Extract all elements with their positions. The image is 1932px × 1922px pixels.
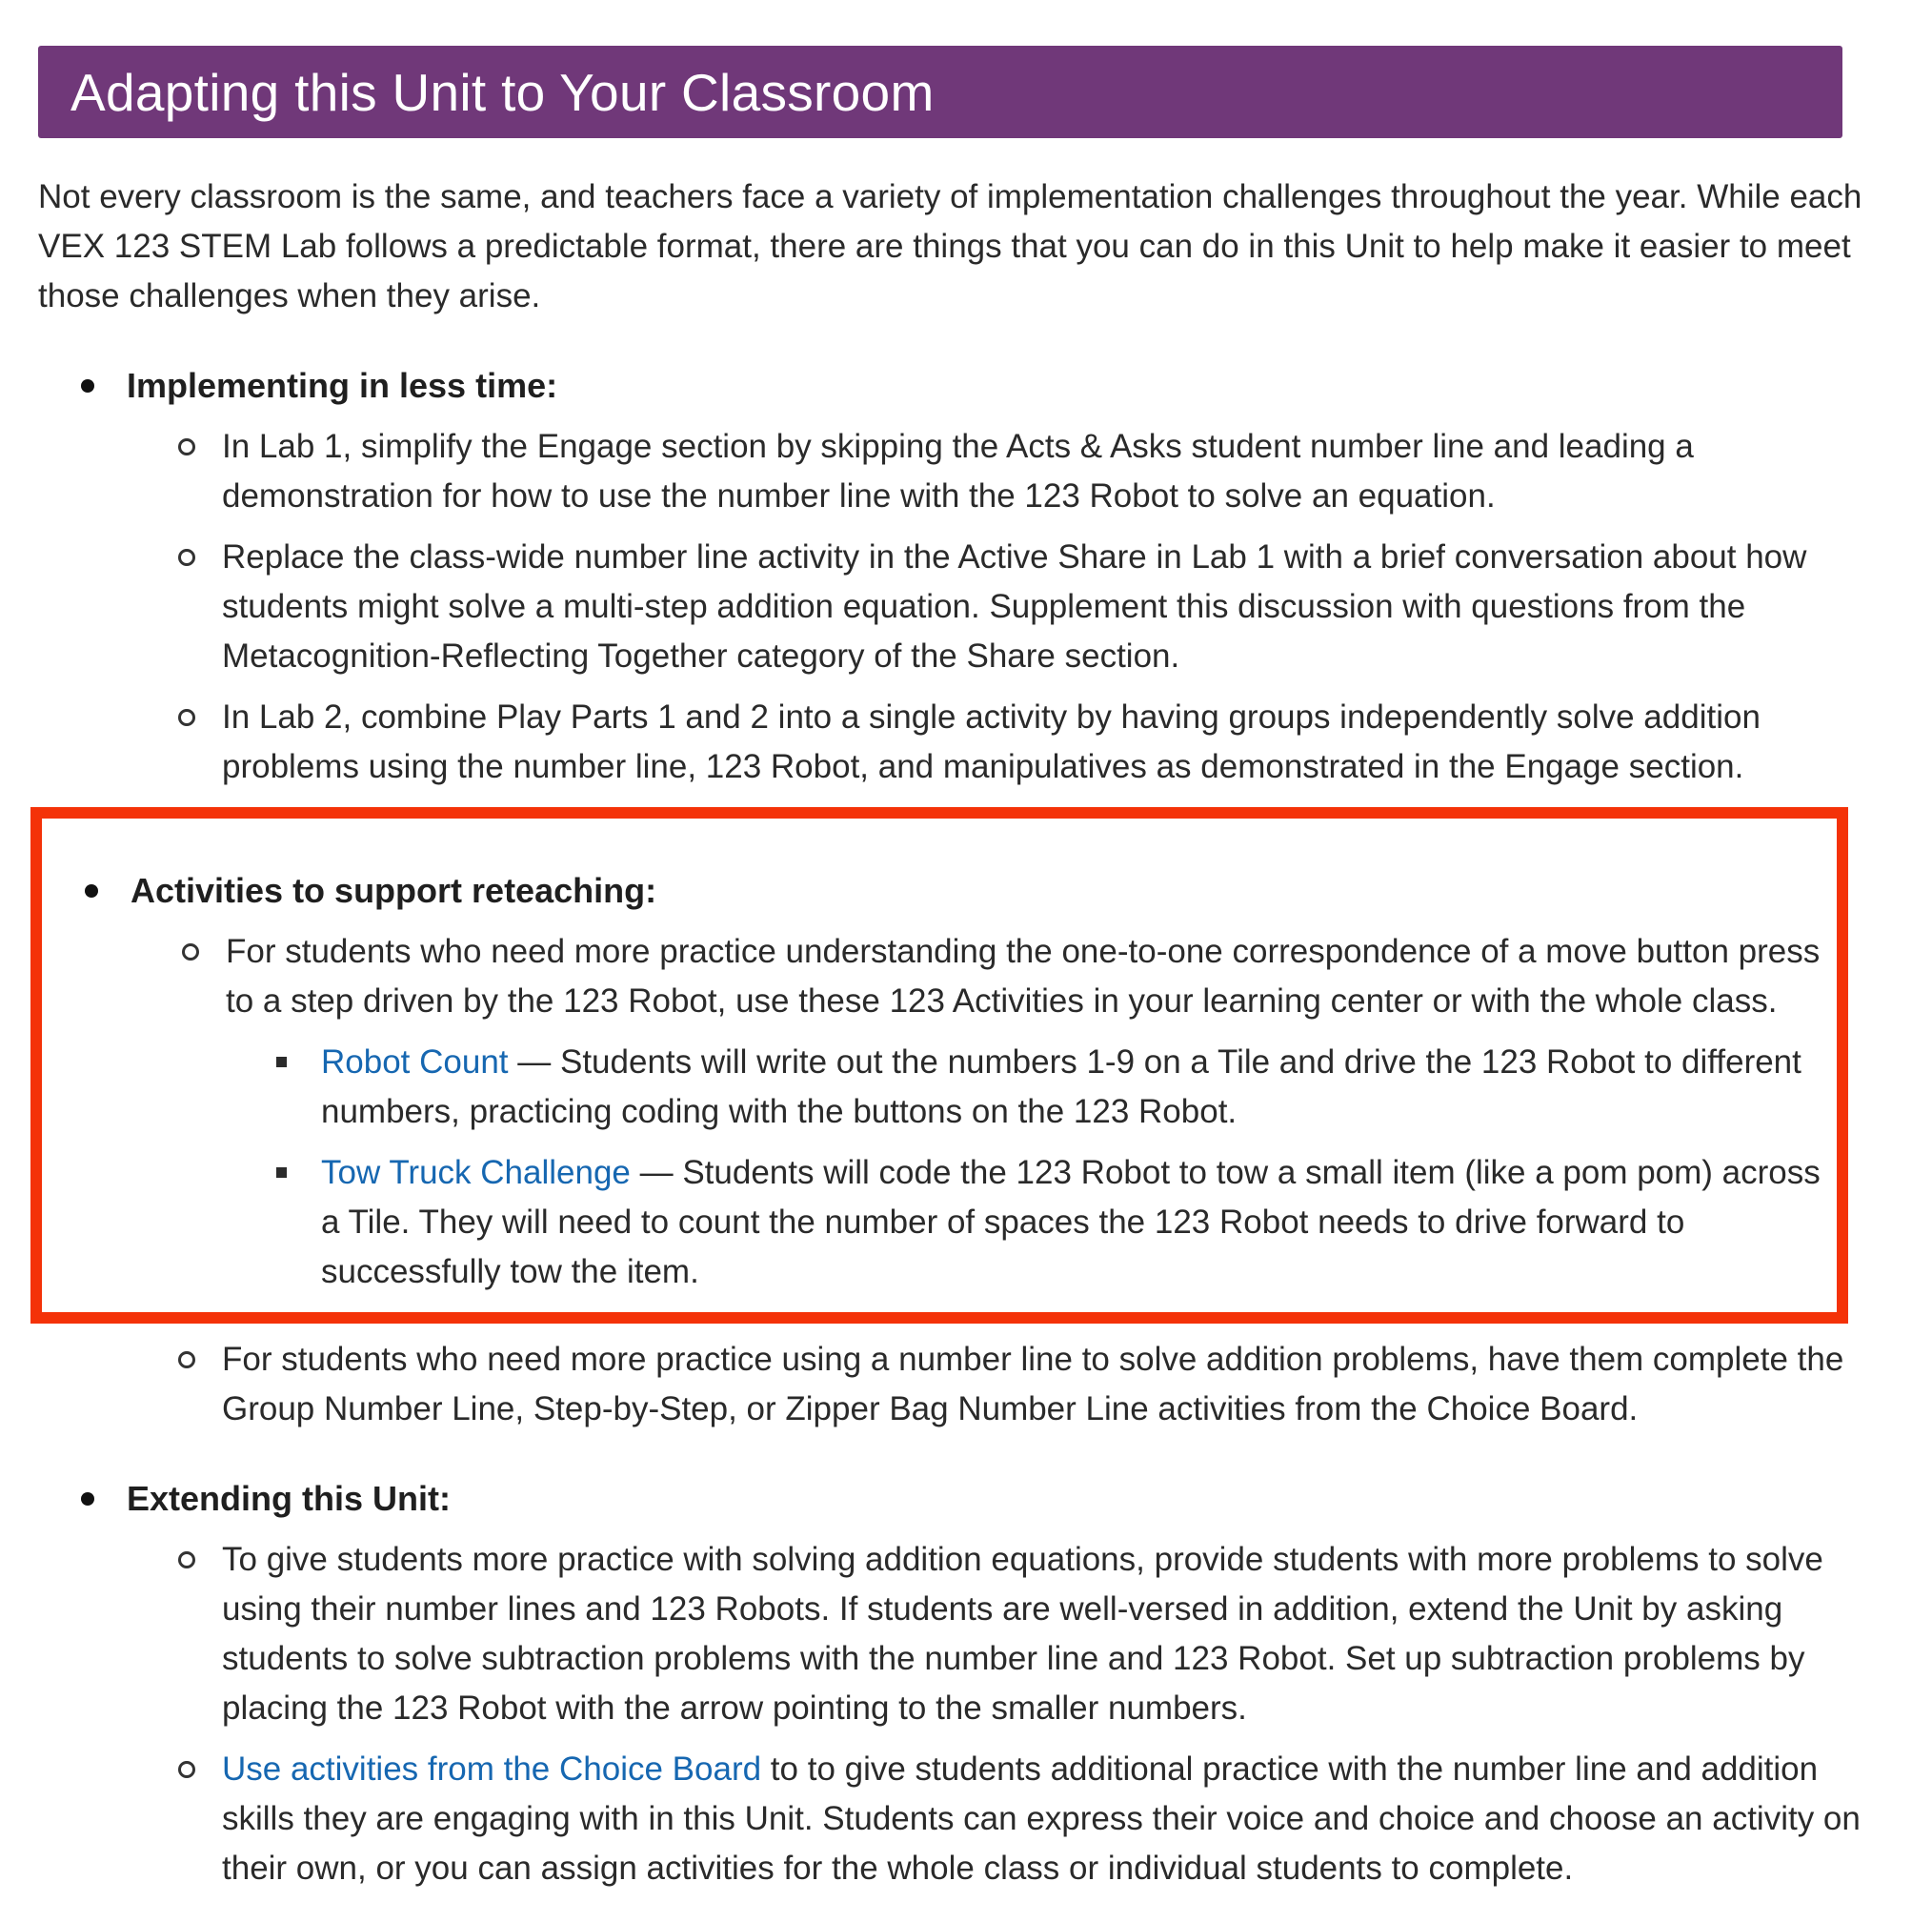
list-item	[180, 927, 1831, 1026]
list-item	[176, 1745, 1865, 1893]
section-title-implementing	[38, 361, 1865, 411]
intro-paragraph: Not every classroom is the same, and teachers face a variety of implementation challenges throughout the year. While each VEX 123 STEM Lab follows a predictable format, there are things that you can do in this Unit to help make it easier to meet those challenges when they arise.	[38, 178, 1862, 314]
section-title-text: Implementing in less time:	[127, 366, 558, 405]
list-item-text: In Lab 1, simplify the Engage section by skipping the Acts & Asks student number line and leading a demonstration for how to use the number line with the 123 Robot to solve an equation.	[222, 428, 1694, 515]
list-item-text: To give students more practice with solving addition equations, provide students with more problems to solve using their number lines and 123 Robots. If students are well-versed in addition, extend the Unit by asking students to solve subtraction problems with the number line and 123 Robot. Set up subtraction problems by placing the 123 Robot with the arrow pointing to the smaller numbers.	[222, 1541, 1823, 1727]
circle-bullet-icon	[176, 1535, 222, 1733]
circle-bullet-icon	[176, 693, 222, 792]
page-title: Adapting this Unit to Your Classroom	[70, 62, 935, 122]
list-item-text: For students who need more practice using a number line to solve addition problems, have them complete the Group Number Line, Step-by-Step, or Zipper Bag Number Line activities from the Choice Board.	[222, 1341, 1844, 1427]
list-item-text: Replace the class-wide number line activity in the Active Share in Lab 1 with a brief conversation about how students might solve a multi-step addition equation. Supplement this discussion with questions from the Metacognition-Reflecting Together category of the Share section.	[222, 538, 1807, 675]
list-item-text: For students who need more practice understanding the one-to-one correspondence of a move button press to a step driven by the 123 Robot, use these 123 Activities in your learning center or with the whole class.	[226, 933, 1821, 1020]
section-title-extending	[38, 1474, 1865, 1524]
section-title-reteaching	[42, 866, 1831, 916]
link-tow-truck-challenge[interactable]: Tow Truck Challenge	[321, 1154, 631, 1191]
list-item	[176, 422, 1865, 521]
list-item-text-after-link: — Students will write out the numbers 1-9 on a Tile and drive the 123 Robot to different numbers, practicing coding with the buttons on the 123 Robot.	[321, 1043, 1801, 1130]
circle-bullet-icon	[176, 533, 222, 681]
circle-bullet-icon	[176, 1745, 222, 1893]
circle-bullet-icon	[176, 422, 222, 521]
list-item	[176, 1335, 1865, 1434]
circle-bullet-icon	[176, 1335, 222, 1434]
list-item-text	[321, 1148, 1831, 1297]
list-item	[273, 1038, 1831, 1137]
list-item-text-after-link: — Students will code the 123 Robot to tow a small item (like a pom pom) across a Tile. They will need to count the number of spaces the 123 Robot needs to drive forward to successfully tow the item.	[321, 1154, 1821, 1290]
list-item	[176, 693, 1865, 792]
square-bullet-icon	[273, 1148, 321, 1297]
list-item-text	[321, 1038, 1831, 1137]
list-item-text	[222, 1745, 1865, 1893]
link-robot-count[interactable]: Robot Count	[321, 1043, 509, 1081]
list-item-text-after-link: to to give students additional practice with the number line and addition skills they are engaging with in this Unit. Students can express their voice and choice and choose an activity on their own, or you can assign activities for the whole class or individual students to complete.	[222, 1750, 1861, 1887]
disc-bullet-icon	[81, 361, 127, 411]
highlight-red-box	[30, 807, 1848, 1324]
section-title-text: Activities to support reteaching:	[131, 871, 657, 910]
page-content	[0, 172, 1932, 1922]
list-item	[273, 1148, 1831, 1297]
list-item-text: In Lab 2, combine Play Parts 1 and 2 into a single activity by having groups independently solve addition problems using the number line, 123 Robot, and manipulatives as demonstrated in the Engage section.	[222, 698, 1761, 785]
page-title-banner	[38, 46, 1842, 138]
square-bullet-icon	[273, 1038, 321, 1137]
link-choice-board[interactable]: Use activities from the Choice Board	[222, 1750, 762, 1788]
disc-bullet-icon	[81, 1474, 127, 1524]
list-item	[176, 1535, 1865, 1733]
list-item	[176, 533, 1865, 681]
section-title-text: Extending this Unit:	[127, 1479, 451, 1518]
disc-bullet-icon	[85, 866, 131, 916]
circle-bullet-icon	[180, 927, 226, 1026]
